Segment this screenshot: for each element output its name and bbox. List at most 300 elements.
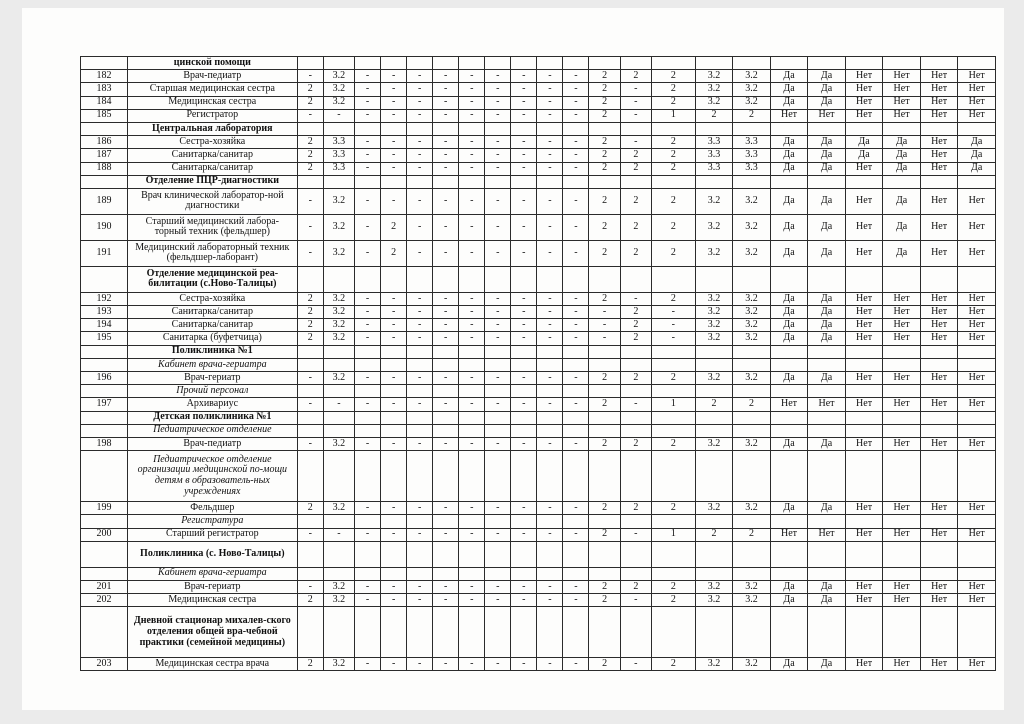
section-row <box>81 358 996 371</box>
table-cell: 2 <box>651 96 695 109</box>
table-cell: - <box>537 306 563 319</box>
table-cell <box>323 424 354 437</box>
table-cell <box>589 515 620 528</box>
table-cell: Нет <box>958 319 996 332</box>
table-cell <box>651 122 695 135</box>
table-cell: Да <box>770 214 808 240</box>
table-cell: - <box>459 240 485 266</box>
table-row <box>81 658 996 671</box>
table-cell: 2 <box>695 398 733 411</box>
table-cell: 3.2 <box>733 70 771 83</box>
table-cell <box>323 175 354 188</box>
table-cell <box>407 411 433 424</box>
table-cell: - <box>407 292 433 305</box>
table-cell <box>770 358 808 371</box>
table-cell: - <box>381 136 407 149</box>
table-cell: Нет <box>920 502 958 515</box>
table-cell <box>920 122 958 135</box>
table-cell: - <box>355 149 381 162</box>
table-cell: Нет <box>845 109 883 122</box>
table-cell: Да <box>770 306 808 319</box>
table-cell <box>407 541 433 567</box>
table-cell: - <box>433 96 459 109</box>
table-cell: Нет <box>958 96 996 109</box>
table-body <box>81 57 996 671</box>
table-cell <box>733 57 771 70</box>
table-cell <box>407 385 433 398</box>
table-cell: - <box>485 306 511 319</box>
table-cell: - <box>433 149 459 162</box>
table-cell: - <box>381 188 407 214</box>
document-page <box>22 8 1004 710</box>
table-cell <box>620 607 651 658</box>
table-cell <box>695 451 733 502</box>
section-title: Педиатрическое отделение <box>127 424 297 437</box>
table-cell <box>958 57 996 70</box>
table-cell <box>651 175 695 188</box>
table-cell <box>485 567 511 580</box>
table-cell <box>407 122 433 135</box>
table-cell: - <box>433 658 459 671</box>
table-cell: - <box>511 188 537 214</box>
row-number: 201 <box>81 580 128 593</box>
table-cell: Да <box>808 502 846 515</box>
table-cell <box>845 607 883 658</box>
table-cell: - <box>433 372 459 385</box>
table-cell: - <box>511 162 537 175</box>
table-cell <box>563 607 589 658</box>
table-cell: - <box>459 83 485 96</box>
table-cell <box>620 567 651 580</box>
table-cell <box>381 122 407 135</box>
table-cell: - <box>511 136 537 149</box>
table-cell: 3.2 <box>733 214 771 240</box>
table-cell: Да <box>770 162 808 175</box>
table-cell: - <box>433 528 459 541</box>
table-cell <box>433 567 459 580</box>
section-title: Кабинет врача-гериатра <box>127 567 297 580</box>
position-name: Врач-педиатр <box>127 70 297 83</box>
table-row <box>81 528 996 541</box>
table-cell <box>808 607 846 658</box>
table-cell: Нет <box>770 109 808 122</box>
table-cell: Да <box>770 136 808 149</box>
table-cell <box>695 358 733 371</box>
table-cell: - <box>433 502 459 515</box>
table-cell: - <box>407 528 433 541</box>
table-cell: - <box>511 502 537 515</box>
table-cell: - <box>651 332 695 345</box>
table-cell: 2 <box>620 240 651 266</box>
table-cell <box>563 358 589 371</box>
table-cell <box>323 451 354 502</box>
table-cell: Нет <box>920 214 958 240</box>
table-cell: 2 <box>297 96 323 109</box>
table-cell <box>845 515 883 528</box>
table-cell: Да <box>770 658 808 671</box>
table-cell: Да <box>883 240 921 266</box>
table-row <box>81 580 996 593</box>
table-cell: - <box>563 83 589 96</box>
table-cell <box>323 266 354 292</box>
position-name: Старшая медицинская сестра <box>127 83 297 96</box>
table-cell <box>651 385 695 398</box>
table-cell <box>407 515 433 528</box>
table-cell: 2 <box>651 580 695 593</box>
table-cell: 2 <box>589 658 620 671</box>
table-cell: - <box>433 214 459 240</box>
table-cell <box>770 57 808 70</box>
table-cell: - <box>355 528 381 541</box>
table-cell: Нет <box>845 398 883 411</box>
table-cell: - <box>355 188 381 214</box>
table-cell: - <box>537 109 563 122</box>
table-cell <box>323 345 354 358</box>
table-cell: - <box>459 372 485 385</box>
table-cell: 3.2 <box>323 96 354 109</box>
table-cell: 3.2 <box>733 502 771 515</box>
table-cell: Нет <box>920 306 958 319</box>
table-cell: 2 <box>651 292 695 305</box>
table-cell: - <box>651 319 695 332</box>
table-cell <box>620 451 651 502</box>
table-cell <box>883 424 921 437</box>
table-cell <box>355 358 381 371</box>
table-cell <box>459 607 485 658</box>
table-cell: 2 <box>620 306 651 319</box>
table-cell: 2 <box>589 70 620 83</box>
table-cell <box>958 424 996 437</box>
table-cell: - <box>485 240 511 266</box>
row-number: 191 <box>81 240 128 266</box>
table-cell <box>407 424 433 437</box>
table-cell: - <box>563 332 589 345</box>
table-row <box>81 332 996 345</box>
table-cell: Нет <box>958 372 996 385</box>
table-cell: - <box>511 372 537 385</box>
table-cell <box>695 57 733 70</box>
table-cell <box>485 411 511 424</box>
table-cell: - <box>537 136 563 149</box>
table-cell <box>355 345 381 358</box>
table-cell: 2 <box>620 372 651 385</box>
table-cell: - <box>563 149 589 162</box>
table-cell <box>297 57 323 70</box>
row-number: 189 <box>81 188 128 214</box>
table-cell: - <box>433 136 459 149</box>
table-cell <box>958 345 996 358</box>
table-cell: - <box>537 658 563 671</box>
table-cell <box>620 515 651 528</box>
table-cell <box>589 57 620 70</box>
row-number <box>81 515 128 528</box>
table-cell <box>381 451 407 502</box>
table-cell: 2 <box>589 437 620 450</box>
table-cell: 3.2 <box>323 188 354 214</box>
table-cell: - <box>355 214 381 240</box>
table-cell: - <box>355 96 381 109</box>
table-cell: 2 <box>589 188 620 214</box>
table-cell: - <box>537 162 563 175</box>
table-cell <box>845 122 883 135</box>
table-cell <box>770 266 808 292</box>
table-cell <box>920 424 958 437</box>
table-cell: 2 <box>620 319 651 332</box>
table-cell: 3.2 <box>733 240 771 266</box>
table-cell: 3.2 <box>695 306 733 319</box>
table-cell <box>297 122 323 135</box>
table-cell: 2 <box>733 398 771 411</box>
table-cell <box>511 515 537 528</box>
section-title: Педиатрическое отделение организации медицинской по-мощи детям в образователь-ных учреждениях <box>127 451 297 502</box>
table-cell: - <box>381 306 407 319</box>
table-cell: - <box>433 332 459 345</box>
table-cell <box>733 122 771 135</box>
table-row <box>81 372 996 385</box>
table-cell: 2 <box>589 580 620 593</box>
table-cell: - <box>407 188 433 214</box>
table-cell: 3.2 <box>323 437 354 450</box>
table-cell <box>297 424 323 437</box>
table-cell <box>770 451 808 502</box>
table-cell: - <box>485 109 511 122</box>
table-cell: - <box>563 319 589 332</box>
section-title: Регистратура <box>127 515 297 528</box>
position-name: Врач-гериатр <box>127 372 297 385</box>
table-cell <box>651 424 695 437</box>
section-row <box>81 411 996 424</box>
table-cell: 1 <box>651 528 695 541</box>
table-cell <box>433 515 459 528</box>
table-cell: 2 <box>589 528 620 541</box>
table-cell: - <box>620 96 651 109</box>
position-name: Санитарка/санитар <box>127 162 297 175</box>
table-cell: - <box>485 70 511 83</box>
table-row <box>81 96 996 109</box>
table-cell: 3.2 <box>323 580 354 593</box>
table-cell: 2 <box>651 83 695 96</box>
table-cell: 3.2 <box>695 96 733 109</box>
table-cell: Нет <box>958 214 996 240</box>
table-cell: - <box>355 332 381 345</box>
table-cell: - <box>485 188 511 214</box>
table-cell <box>845 345 883 358</box>
table-cell: - <box>355 109 381 122</box>
row-number: 194 <box>81 319 128 332</box>
table-cell: - <box>511 332 537 345</box>
table-cell <box>433 358 459 371</box>
table-cell: 2 <box>589 136 620 149</box>
table-cell: Нет <box>845 240 883 266</box>
table-cell: Нет <box>920 332 958 345</box>
table-cell: - <box>433 319 459 332</box>
table-cell <box>355 424 381 437</box>
table-cell: - <box>381 594 407 607</box>
table-cell: Нет <box>958 658 996 671</box>
table-cell: - <box>459 332 485 345</box>
table-cell <box>511 411 537 424</box>
table-cell <box>459 345 485 358</box>
table-cell <box>958 451 996 502</box>
table-cell: 3.2 <box>323 292 354 305</box>
table-cell <box>355 411 381 424</box>
table-cell: - <box>620 528 651 541</box>
table-cell: Нет <box>845 70 883 83</box>
table-cell: 2 <box>297 306 323 319</box>
table-cell: - <box>485 372 511 385</box>
table-cell <box>589 122 620 135</box>
table-cell: Да <box>770 292 808 305</box>
table-cell <box>407 567 433 580</box>
table-cell: Да <box>808 136 846 149</box>
table-cell: - <box>297 188 323 214</box>
table-cell <box>433 345 459 358</box>
table-cell: - <box>297 109 323 122</box>
table-cell: 2 <box>381 214 407 240</box>
table-cell: 2 <box>297 83 323 96</box>
table-cell <box>845 358 883 371</box>
table-cell <box>537 175 563 188</box>
table-cell: Нет <box>845 437 883 450</box>
table-cell: 2 <box>651 70 695 83</box>
table-cell <box>563 567 589 580</box>
table-cell: - <box>511 580 537 593</box>
row-number: 199 <box>81 502 128 515</box>
position-name: Медицинский лабораторный техник (фельдшер-лаборант) <box>127 240 297 266</box>
table-cell <box>381 358 407 371</box>
table-cell <box>537 607 563 658</box>
table-cell: - <box>563 502 589 515</box>
table-cell: 2 <box>651 372 695 385</box>
table-row <box>81 83 996 96</box>
section-row <box>81 266 996 292</box>
table-cell <box>920 567 958 580</box>
table-cell <box>808 122 846 135</box>
table-cell <box>620 122 651 135</box>
table-cell: Да <box>770 83 808 96</box>
table-cell <box>958 411 996 424</box>
table-cell: 2 <box>620 162 651 175</box>
table-cell <box>381 541 407 567</box>
table-cell: - <box>485 292 511 305</box>
table-cell: Нет <box>920 528 958 541</box>
table-cell <box>651 358 695 371</box>
table-cell: - <box>433 188 459 214</box>
table-cell: - <box>433 580 459 593</box>
table-cell <box>511 385 537 398</box>
table-cell <box>459 411 485 424</box>
table-cell: Нет <box>883 658 921 671</box>
table-cell <box>808 266 846 292</box>
table-cell: - <box>485 580 511 593</box>
table-cell <box>355 385 381 398</box>
table-cell: - <box>511 214 537 240</box>
table-cell <box>589 607 620 658</box>
section-title: Поликлиника №1 <box>127 345 297 358</box>
table-cell <box>770 515 808 528</box>
section-row <box>81 424 996 437</box>
table-cell: 2 <box>589 109 620 122</box>
table-cell <box>407 266 433 292</box>
table-cell: 3.2 <box>323 306 354 319</box>
table-cell: Нет <box>920 162 958 175</box>
table-cell <box>381 345 407 358</box>
table-cell: - <box>485 319 511 332</box>
table-cell <box>459 541 485 567</box>
table-cell: Да <box>808 188 846 214</box>
table-cell <box>563 515 589 528</box>
table-cell <box>433 57 459 70</box>
table-cell <box>485 515 511 528</box>
table-cell: - <box>563 96 589 109</box>
table-cell <box>459 567 485 580</box>
table-cell <box>537 358 563 371</box>
table-cell <box>511 541 537 567</box>
table-cell: - <box>485 658 511 671</box>
table-cell: Нет <box>770 528 808 541</box>
table-cell: - <box>355 162 381 175</box>
table-cell: Да <box>770 149 808 162</box>
table-cell: - <box>459 319 485 332</box>
table-cell <box>695 424 733 437</box>
table-cell: - <box>537 594 563 607</box>
table-cell: Да <box>770 240 808 266</box>
row-number: 193 <box>81 306 128 319</box>
table-cell <box>620 541 651 567</box>
table-cell: - <box>355 594 381 607</box>
table-cell: Нет <box>883 96 921 109</box>
table-cell <box>433 541 459 567</box>
section-title: цинской помощи <box>127 57 297 70</box>
table-cell: - <box>459 109 485 122</box>
table-cell: - <box>485 136 511 149</box>
section-row <box>81 607 996 658</box>
table-cell <box>381 424 407 437</box>
row-number: 202 <box>81 594 128 607</box>
section-row <box>81 345 996 358</box>
table-cell: - <box>433 83 459 96</box>
table-cell <box>845 411 883 424</box>
table-cell <box>695 607 733 658</box>
table-cell: - <box>407 214 433 240</box>
table-cell <box>845 451 883 502</box>
table-cell <box>407 345 433 358</box>
table-cell: 2 <box>620 70 651 83</box>
table-cell <box>323 385 354 398</box>
table-cell: - <box>620 594 651 607</box>
table-cell <box>407 358 433 371</box>
table-cell: Да <box>958 136 996 149</box>
table-cell: Да <box>883 162 921 175</box>
table-cell: - <box>407 136 433 149</box>
table-cell <box>883 541 921 567</box>
table-cell: 3.2 <box>323 319 354 332</box>
table-cell: - <box>485 437 511 450</box>
table-cell <box>323 541 354 567</box>
table-cell <box>733 607 771 658</box>
table-cell <box>733 411 771 424</box>
table-cell <box>695 385 733 398</box>
section-title: Отделение ПЦР-диагностики <box>127 175 297 188</box>
table-cell: 3.3 <box>695 149 733 162</box>
table-cell: Да <box>770 332 808 345</box>
table-cell <box>845 175 883 188</box>
table-cell <box>537 385 563 398</box>
table-cell <box>808 567 846 580</box>
table-cell <box>883 122 921 135</box>
table-cell <box>620 385 651 398</box>
staff-conditions-table <box>80 56 996 671</box>
